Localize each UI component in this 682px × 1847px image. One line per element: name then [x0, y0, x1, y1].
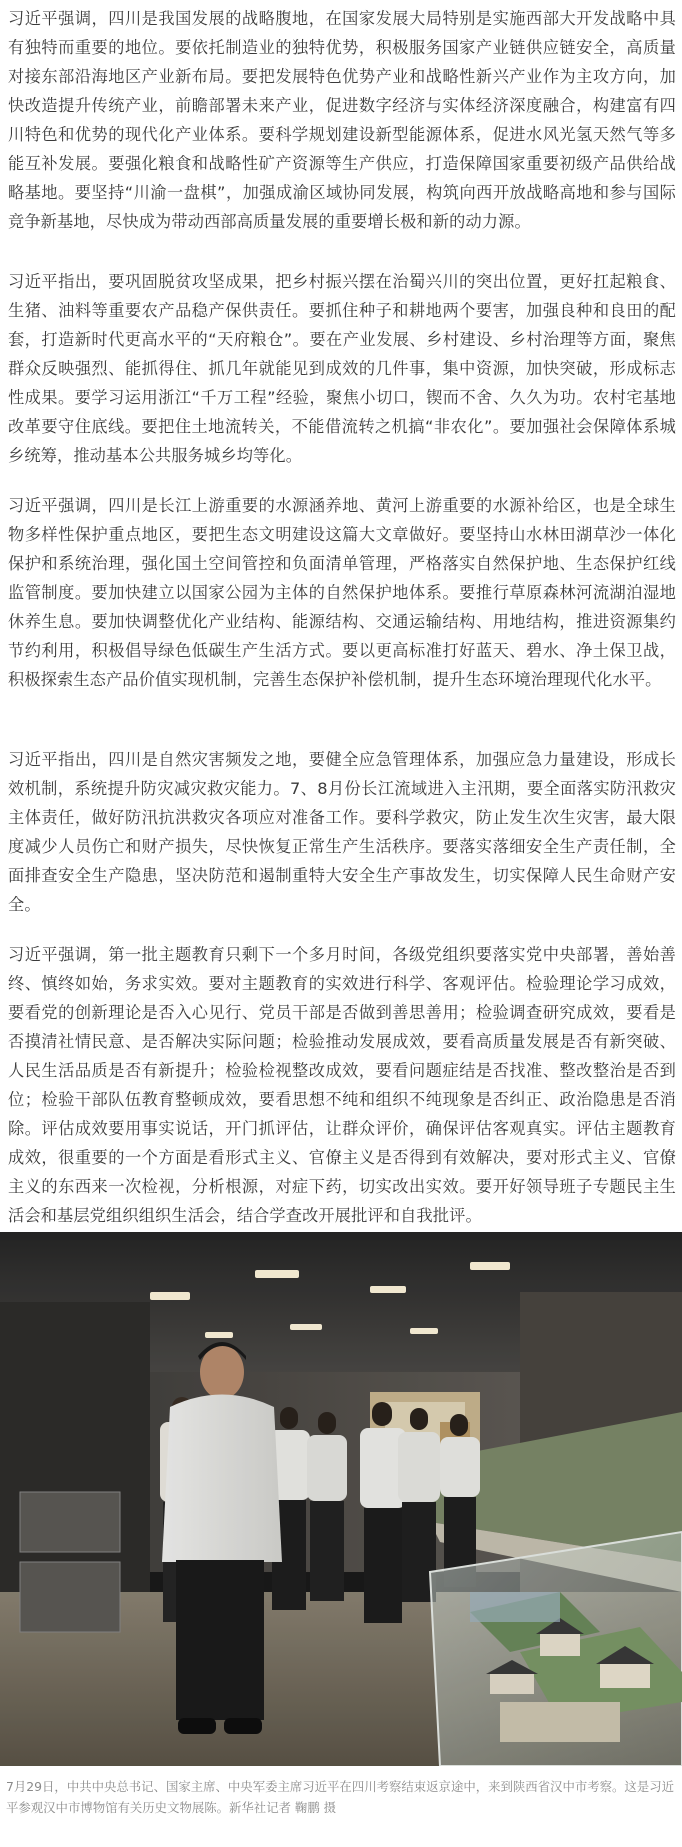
article-paragraph-4: 习近平指出，四川是自然灾害频发之地，要健全应急管理体系，加强应急力量建设，形成长效机制，系统提升防灾减灾救灾能力。7、8月份长江流域进入主汛期，要全面落实防汛救灾主体责任，做好防汛抗洪救灾各项应对准备工作。要科学救灾，防止发生次生灾害，最大限度减少人员伤亡和财产损失，尽快恢复正常生产生活秩序。要落实落细安全生产责任制，全面排查安全生产隐患，坚决防范和遏制重特大安全生产事故发生，切实保障人民生命财产安全。	[8, 750, 676, 914]
article-paragraph-5: 习近平强调，第一批主题教育只剩下一个多月时间，各级党组织要落实党中央部署，善始善终、慎终如始，务求实效。要对主题教育的实效进行科学、客观评估。检验理论学习成效，要看党的创新理论是否入心见行、党员干部是否做到善思善用；检验调查研究成效，要看是否摸清社情民意、是否解决实际问题；检验推动发展成效，要看高质量发展是否有新突破、人民生活品质是否有新提升；检验检视整改成效，要看问题症结是否找准、整改整治是否到位；检验干部队伍教育整顿成效，要看思想不纯和组织不纯现象是否纠正、政治隐患是否消除。评估成效要用事实说话，开门抓评估，让群众评价，确保评估客观真实。评估主题教育成效，很重要的一个方面是看形式主义、官僚主义是否得到有效解决，要对形式主义、官僚主义的东西来一次检视，分析根源，对症下药，切实改出实效。要开好领导班子专题民主生活会和基层党组织组织生活会，结合学查改开展批评和自我批评。	[8, 945, 676, 1225]
article-paragraph-1: 习近平强调，四川是我国发展的战略腹地，在国家发展大局特别是实施西部大开发战略中具有独特而重要的地位。要依托制造业的独特优势，积极服务国家产业链供应链安全，高质量对接东部沿海地区产业新布局。要把发展特色优势产业和战略性新兴产业作为主攻方向，加快改造提升传统产业，前瞻部署未来产业，促进数字经济与实体经济深度融合，构建富有四川特色和优势的现代化产业体系。要科学规划建设新型能源体系，促进水风光氢天然气等多能互补发展。要强化粮食和战略性矿产资源等生产供应，打造保障国家重要初级产品供给战略基地。要坚持“川渝一盘棋”，加强成渝区域协同发展，构筑向西开放战略高地和参与国际竞争新基地，尽快成为带动西部高质量发展的重要增长极和新的动力源。	[8, 9, 676, 231]
museum-visit-photo	[0, 1232, 682, 1766]
photo-caption: 7月29日，中共中央总书记、国家主席、中央军委主席习近平在四川考察结束返京途中，来到陕西省汉中市考察。这是习近平参观汉中市博物馆有关历史文物展陈。新华社记者 鞠鹏 摄	[6, 1779, 674, 1815]
article-paragraph-3: 习近平强调，四川是长江上游重要的水源涵养地、黄河上游重要的水源补给区，也是全球生物多样性保护重点地区，要把生态文明建设这篇大文章做好。要坚持山水林田湖草沙一体化保护和系统治理，强化国土空间管控和负面清单管理，严格落实自然保护地、生态保护红线监管制度。要加快建立以国家公园为主体的自然保护地体系。要推行草原森林河流湖泊湿地休养生息。要加快调整优化产业结构、能源结构、交通运输结构、用地结构，推进资源集约节约利用，积极倡导绿色低碳生产生活方式。要以更高标准打好蓝天、碧水、净土保卫战，积极探索生态产品价值实现机制，完善生态保护补偿机制，提升生态环境治理现代化水平。	[8, 496, 676, 689]
article-paragraph-2: 习近平指出，要巩固脱贫攻坚成果，把乡村振兴摆在治蜀兴川的突出位置，更好扛起粮食、生猪、油料等重要农产品稳产保供责任。要抓住种子和耕地两个要害，加强良种和良田的配套，打造新时代更高水平的“天府粮仓”。要在产业发展、乡村建设、乡村治理等方面，聚焦群众反映强烈、能抓得住、抓几年就能见到成效的几件事，集中资源，加快突破，形成标志性成果。要学习运用浙江“千万工程”经验，聚焦小切口，锲而不舍、久久为功。农村宅基地改革要守住底线。要把住土地流转关，不能借流转之机搞“非农化”。要加强社会保障体系城乡统筹，推动基本公共服务城乡均等化。	[8, 272, 676, 465]
